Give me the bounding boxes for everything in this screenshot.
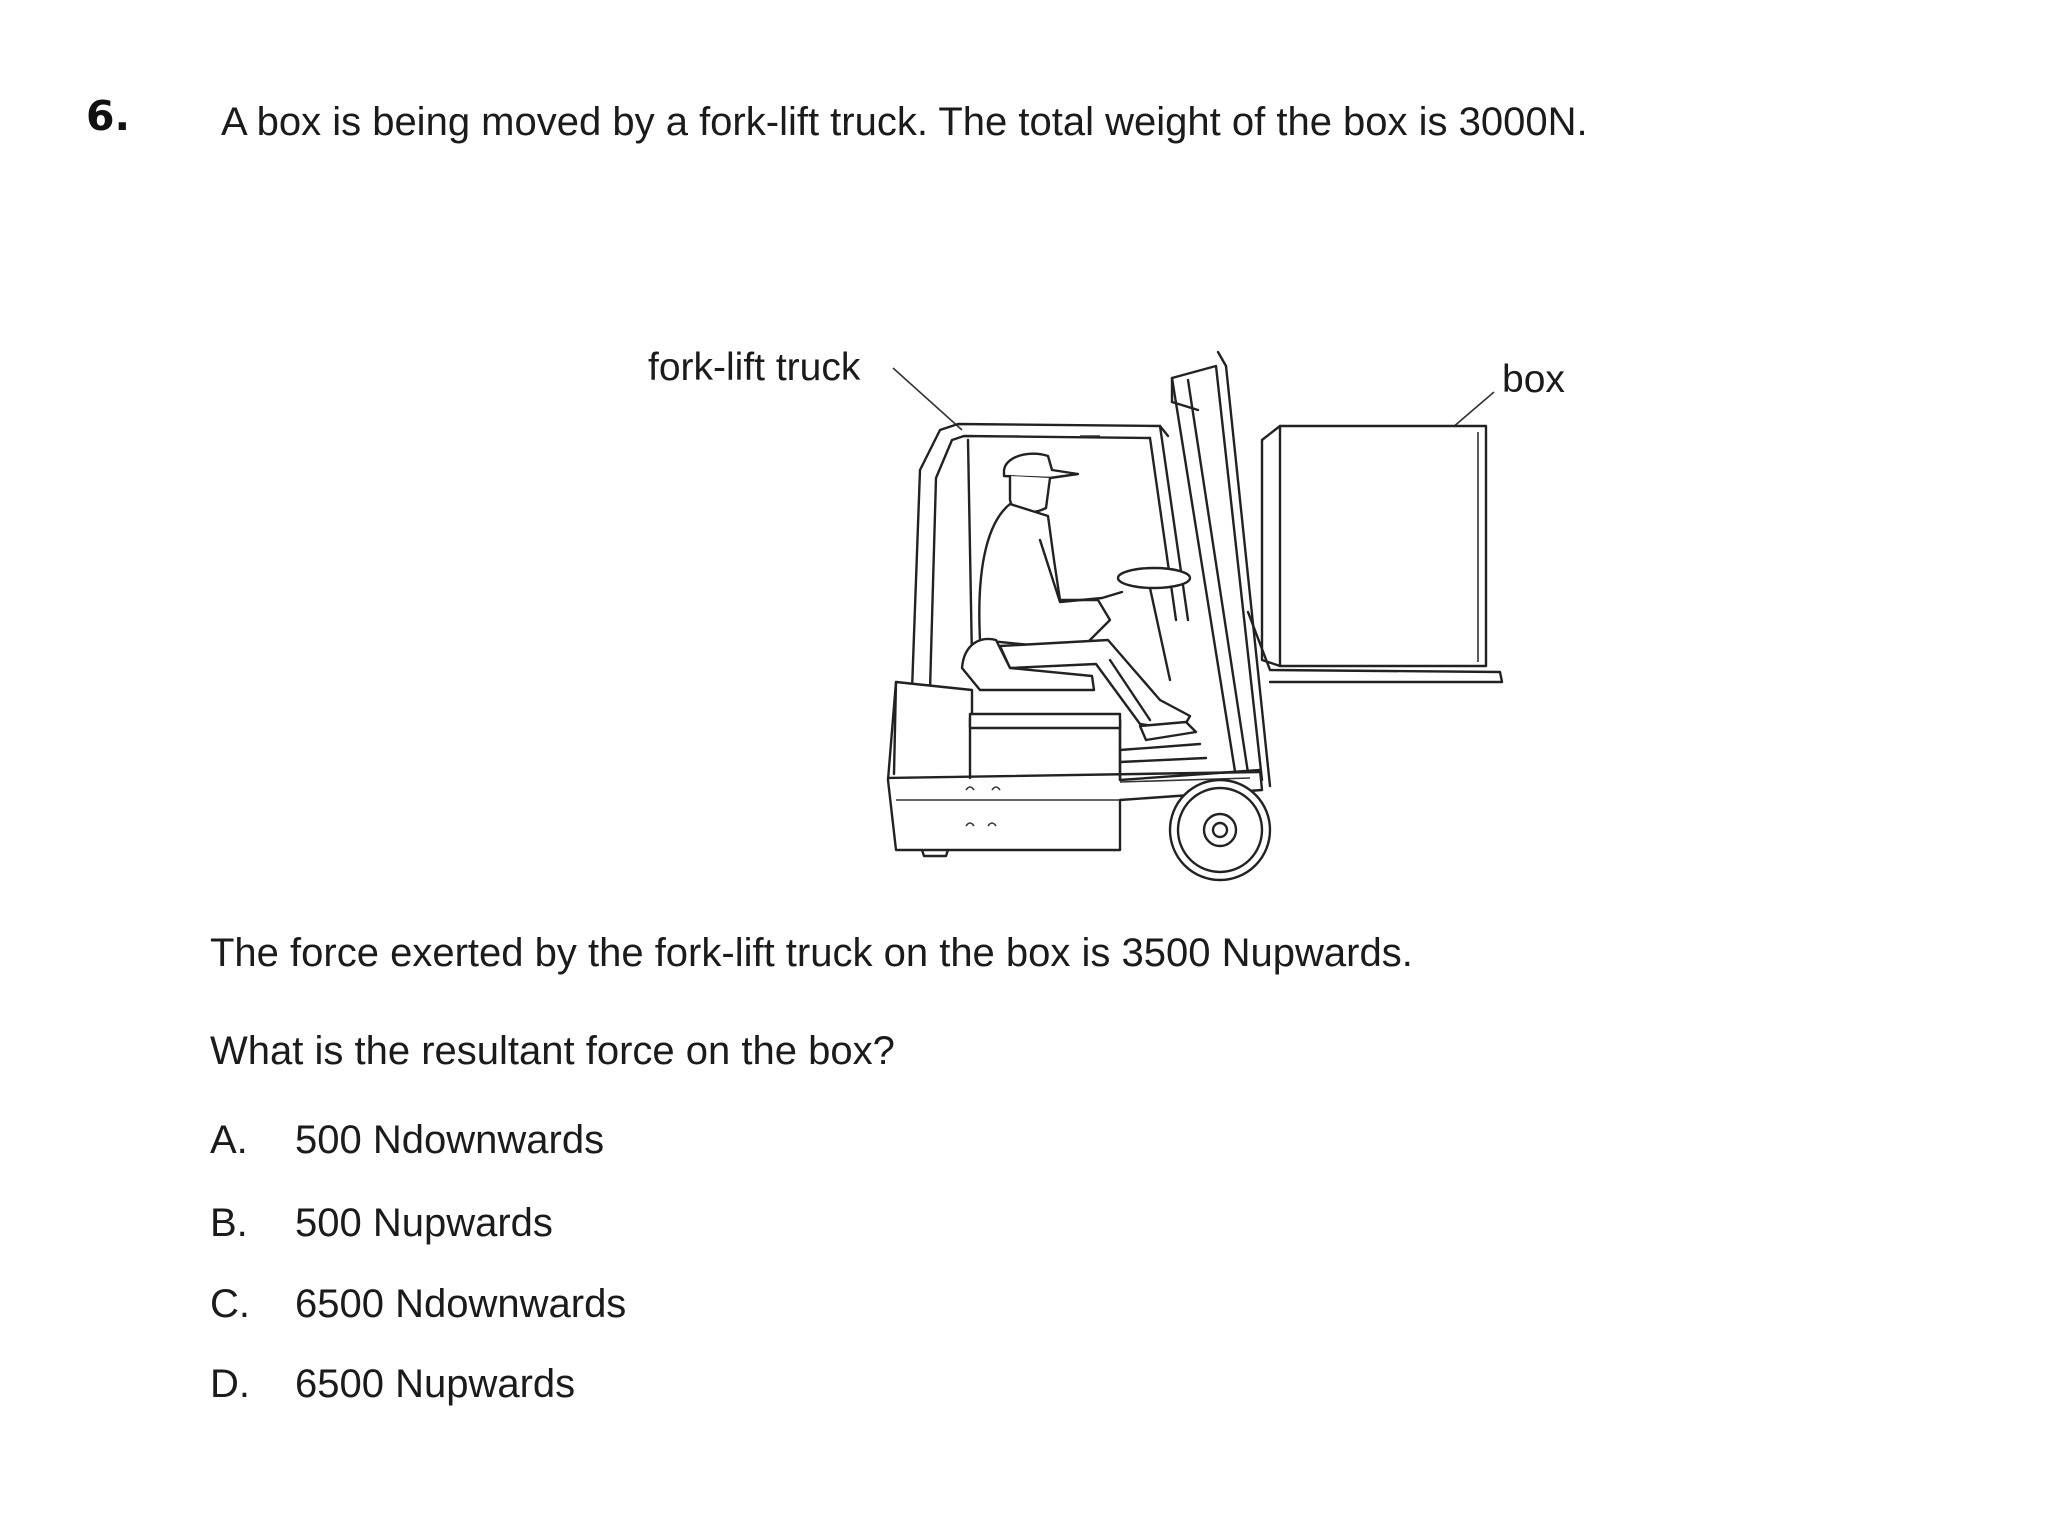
question-prompt: What is the resultant force on the box? [210,1029,895,1073]
question-number: 6. [86,92,131,140]
option-d[interactable] [210,1362,770,1410]
box-label: box [1502,358,1565,401]
question-intro: A box is being moved by a fork-lift truck. The total weight of the box is 3000N. [221,100,1588,144]
option-d-letter: D. [210,1362,250,1406]
option-a[interactable] [210,1118,770,1166]
option-b-letter: B. [210,1201,248,1245]
box-shape [1262,426,1486,666]
driver-figure [979,454,1196,740]
front-wheel [1170,780,1270,880]
option-c[interactable] [210,1282,770,1330]
option-a-text: 500 Ndownwards [295,1118,605,1162]
option-a-letter: A. [210,1118,248,1162]
force-statement: The force exerted by the fork-lift truck on the box is 3500 Nupwards. [210,931,1413,975]
option-c-letter: C. [210,1282,250,1326]
forklift-illustration [620,330,1620,900]
option-b-text: 500 Nupwards [295,1201,553,1245]
option-c-text: 6500 Ndownwards [295,1282,627,1326]
option-b[interactable] [210,1201,770,1249]
option-d-text: 6500 Nupwards [295,1362,576,1406]
forklift-truck-label: fork-lift truck [648,346,861,389]
truck-leader-line [893,368,962,430]
